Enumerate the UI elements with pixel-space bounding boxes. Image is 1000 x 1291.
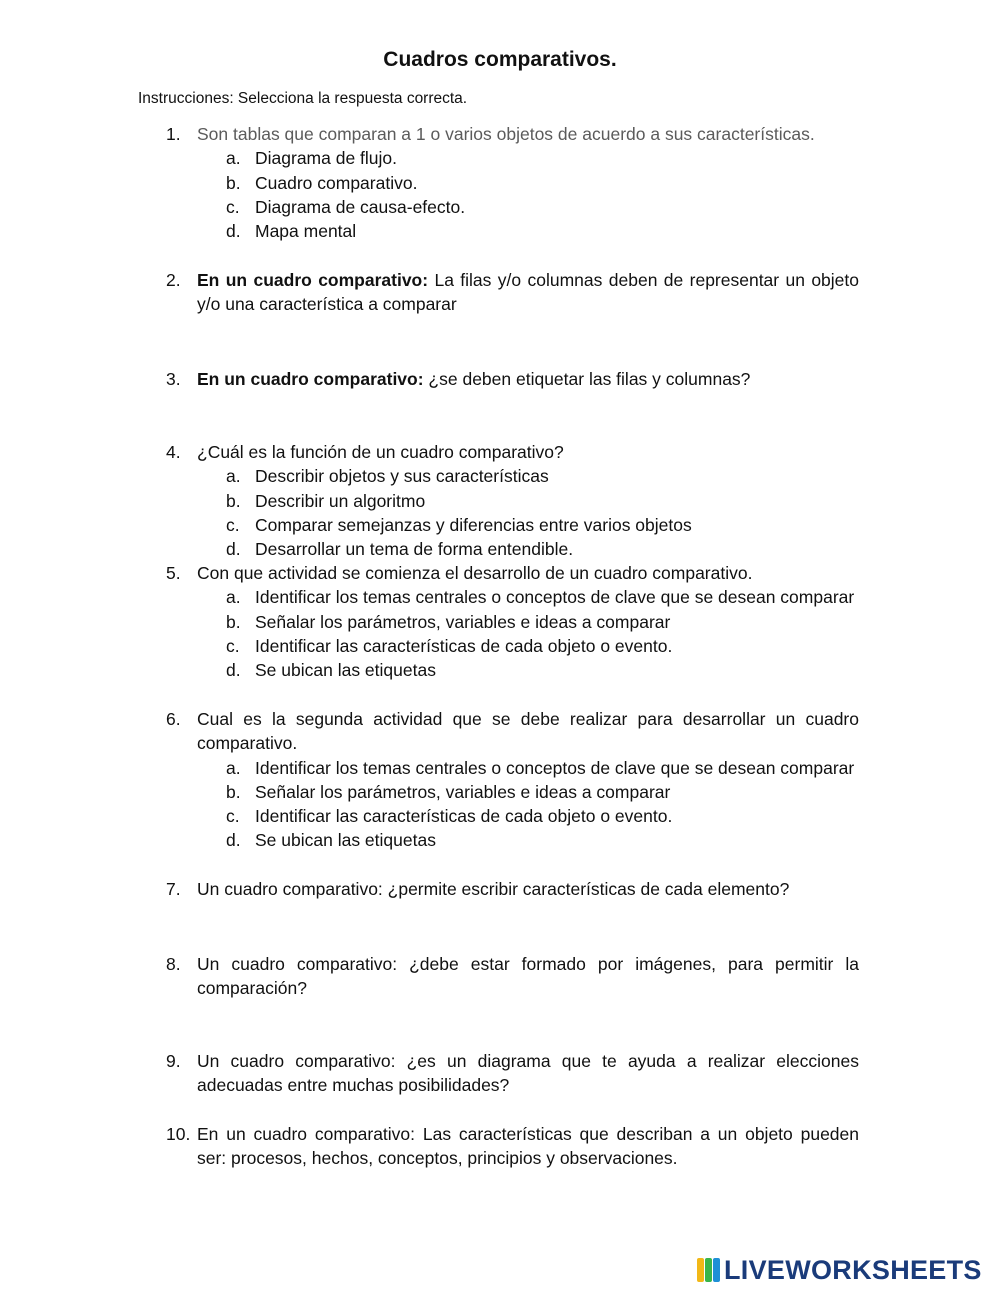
question-number: 7. (166, 879, 181, 899)
question-2 (166, 268, 859, 317)
question-text: Con que actividad se comienza el desarrollo de un cuadro comparativo. (197, 563, 753, 583)
question-text: Son tablas que comparan a 1 o varios objetos de acuerdo a sus características. (197, 124, 815, 144)
question-7 (166, 877, 859, 901)
option-text: Señalar los parámetros, variables e ideas a comparar (255, 781, 671, 802)
question-text (197, 268, 859, 317)
option-letter: b. (226, 172, 241, 193)
options-list (166, 585, 859, 682)
question-10 (166, 1122, 859, 1171)
option-letter: d. (226, 221, 241, 242)
question-rest: ¿se deben etiquetar las filas y columnas? (423, 369, 751, 389)
question-number: 6. (166, 709, 181, 729)
question-number: 4. (166, 442, 181, 462)
option-text: Se ubican las etiquetas (255, 660, 436, 681)
option-letter: d. (226, 660, 241, 681)
question-3 (166, 367, 859, 391)
option-text: Mapa mental (255, 221, 357, 242)
option-b[interactable] (226, 171, 859, 195)
option-text: Cuadro comparativo. (255, 172, 418, 193)
option-letter: d. (226, 830, 241, 851)
option-b[interactable] (226, 610, 859, 634)
option-b[interactable] (226, 780, 859, 804)
liveworksheets-logo (697, 1255, 982, 1285)
option-c[interactable] (226, 195, 859, 219)
option-letter: c. (226, 635, 240, 656)
question-bold-lead: En un cuadro comparativo: (197, 270, 429, 290)
option-text: Identificar las características de cada objeto o evento. (255, 806, 673, 827)
option-letter: d. (226, 539, 241, 560)
question-text: Un cuadro comparativo: ¿debe estar formado por imágenes, para permitir la comparación? (197, 954, 859, 999)
question-1 (166, 122, 859, 243)
option-letter: b. (226, 611, 241, 632)
page-title: Cuadros comparativos. (383, 48, 617, 71)
option-letter: a. (226, 466, 241, 487)
question-number: 8. (166, 954, 181, 974)
option-a[interactable] (226, 756, 859, 780)
question-9 (166, 1049, 859, 1098)
option-c[interactable] (226, 513, 859, 537)
question-text (197, 367, 859, 391)
question-text: ¿Cuál es la función de un cuadro comparativo? (197, 442, 564, 462)
option-text: Comparar semejanzas y diferencias entre varios objetos (255, 514, 692, 535)
question-text: Un cuadro comparativo: ¿es un diagrama que te ayuda a realizar elecciones adecuadas entre muchas posibilidades? (197, 1051, 859, 1096)
option-text: Describir objetos y sus características (255, 466, 549, 487)
question-text: En un cuadro comparativo: Las características que describan a un objeto pueden ser: procesos, hechos, conceptos, principios y observaciones. (197, 1124, 859, 1169)
option-letter: a. (226, 587, 241, 608)
option-d[interactable] (226, 658, 859, 682)
option-a[interactable] (226, 464, 859, 488)
option-text: Se ubican las etiquetas (255, 830, 436, 851)
option-letter: c. (226, 196, 240, 217)
logo-mark-blue (713, 1258, 720, 1282)
option-c[interactable] (226, 634, 859, 658)
option-letter: a. (226, 148, 241, 169)
question-8 (166, 952, 859, 1001)
option-a[interactable] (226, 146, 859, 170)
option-text: Identificar los temas centrales o conceptos de clave que se desean comparar (255, 757, 855, 778)
option-text: Identificar los temas centrales o conceptos de clave que se desean comparar (255, 587, 855, 608)
option-text: Describir un algoritmo (255, 490, 426, 511)
instructions-text: Instrucciones: Selecciona la respuesta correcta. (138, 90, 468, 107)
option-text: Desarrollar un tema de forma entendible. (255, 539, 574, 560)
logo-mark-icon (697, 1258, 720, 1282)
question-number: 5. (166, 563, 181, 583)
logo-mark-green (705, 1258, 712, 1282)
option-letter: c. (226, 806, 240, 827)
option-text: Diagrama de flujo. (255, 148, 398, 169)
question-5 (166, 561, 859, 682)
option-a[interactable] (226, 585, 859, 609)
logo-mark-yellow (697, 1258, 704, 1282)
option-text: Diagrama de causa-efecto. (255, 196, 466, 217)
question-number: 3. (166, 369, 181, 389)
question-rest: La filas y/o columnas deben de representar un objeto y/o una característica a comparar (197, 270, 860, 315)
logo-text: LIVEWORKSHEETS (724, 1254, 982, 1285)
option-letter: a. (226, 757, 241, 778)
option-c[interactable] (226, 804, 859, 828)
options-list (166, 464, 859, 561)
question-number: 2. (166, 270, 181, 290)
question-number: 1. (166, 124, 181, 144)
option-text: Identificar las características de cada objeto o evento. (255, 635, 673, 656)
question-4 (166, 440, 859, 561)
option-letter: b. (226, 781, 241, 802)
options-list (166, 146, 859, 243)
option-letter: c. (226, 514, 240, 535)
question-number: 9. (166, 1051, 181, 1071)
question-number: 10. (166, 1124, 191, 1144)
option-text: Señalar los parámetros, variables e ideas a comparar (255, 611, 671, 632)
option-d[interactable] (226, 828, 859, 852)
question-text: Cual es la segunda actividad que se debe realizar para desarrollar un cuadro comparativo. (197, 709, 859, 754)
options-list (166, 756, 859, 853)
option-d[interactable] (226, 219, 859, 243)
question-text: Un cuadro comparativo: ¿permite escribir características de cada elemento? (197, 879, 790, 899)
option-d[interactable] (226, 537, 859, 561)
question-bold-lead: En un cuadro comparativo: (197, 369, 424, 389)
option-b[interactable] (226, 489, 859, 513)
question-6 (166, 707, 859, 853)
option-letter: b. (226, 490, 241, 511)
